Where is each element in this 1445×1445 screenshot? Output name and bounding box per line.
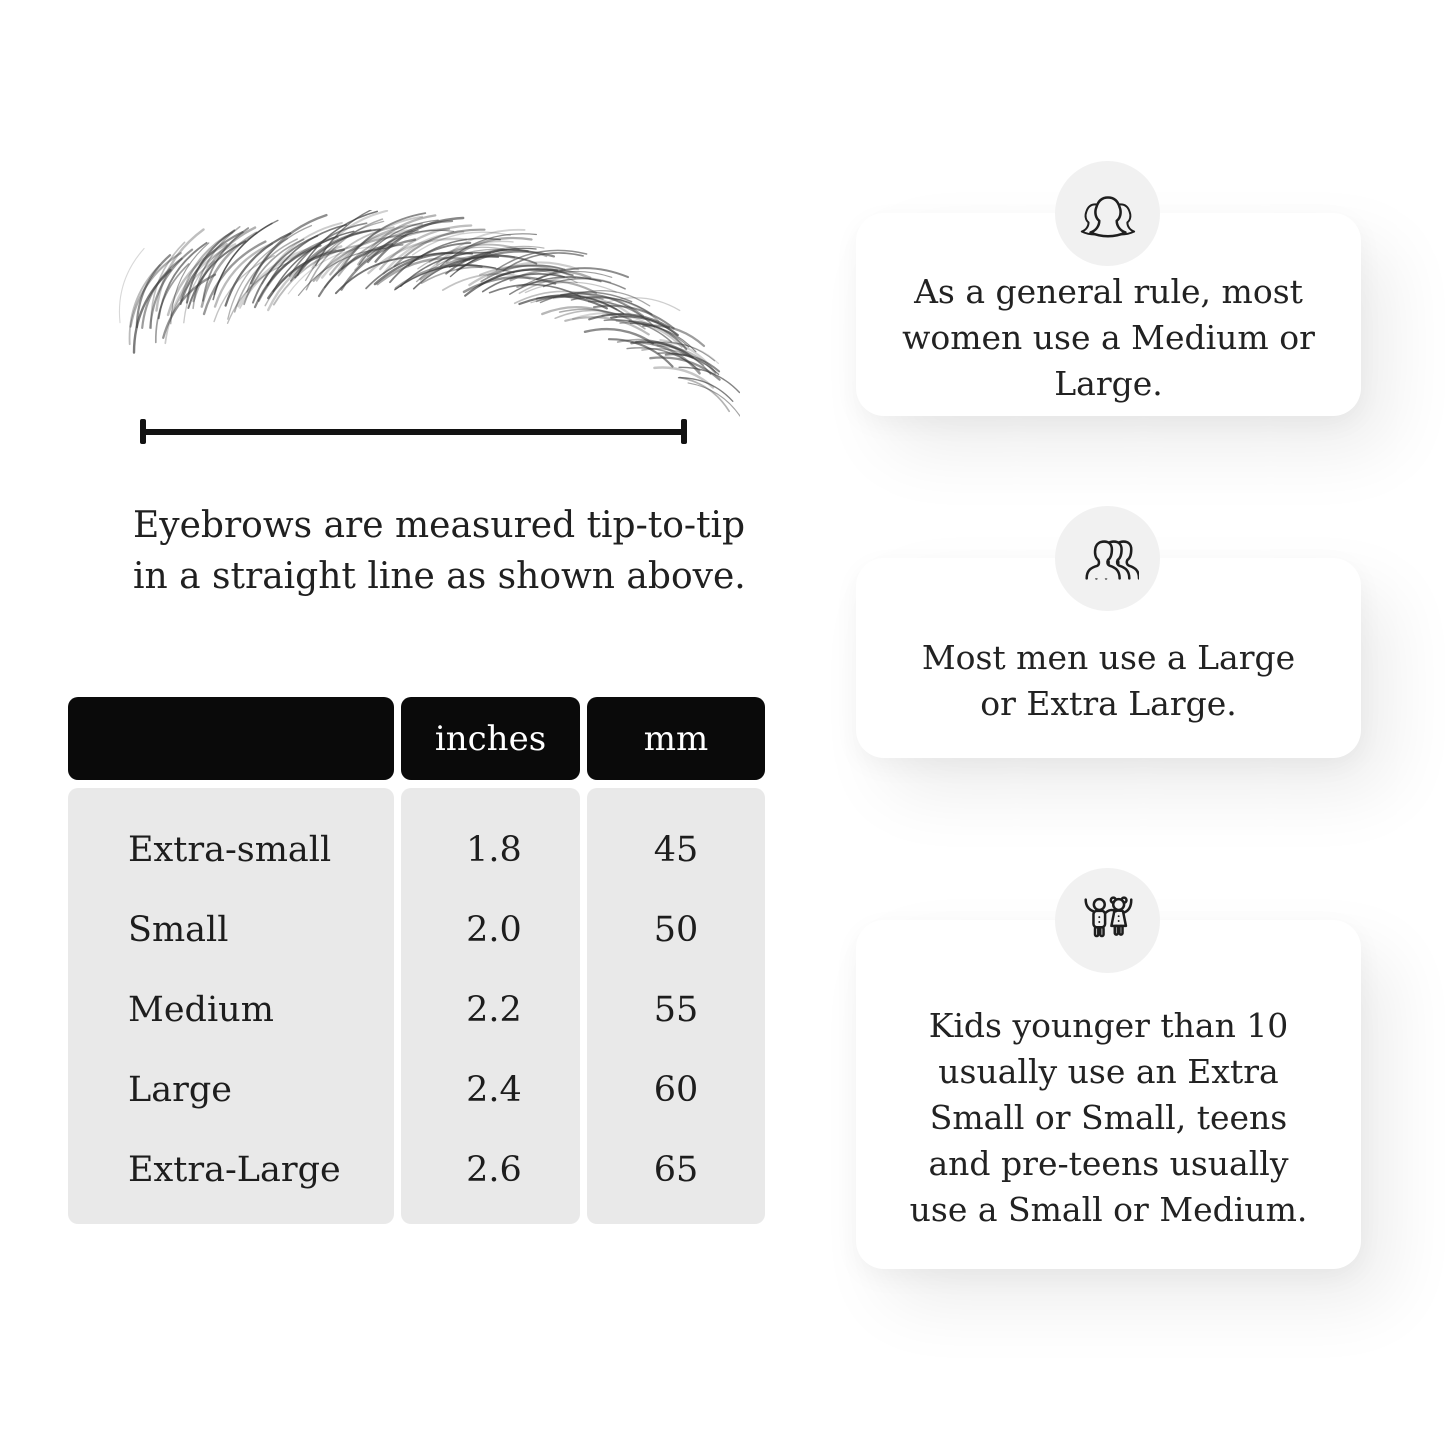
size-label: Large [128,1070,232,1110]
inches-value: 2.4 [466,1070,522,1110]
measurement-line-left-cap [140,419,146,444]
table-header-size [68,697,394,780]
size-label: Small [128,910,229,950]
size-label: Medium [128,990,274,1030]
card-text: Kids younger than 10 usually use an Extra Small or Small, teens and pre-teens usually use a Small or Medium. [909,1005,1308,1229]
size-table [68,788,765,1224]
table-row [68,970,765,1050]
inches-value: 1.8 [466,830,522,870]
inches-value: 2.6 [466,1150,522,1190]
kids-icon [1055,868,1160,973]
mm-value: 60 [653,1070,699,1110]
measurement-line [144,429,684,435]
table-header-mm: mm [587,697,765,780]
eyebrow-illustration [100,210,740,445]
card-text: As a general rule, most women use a Medium or Large. [902,271,1315,403]
mm-value: 65 [653,1150,699,1190]
table-row [68,1050,765,1130]
caption-line-2: in a straight line as shown above. [133,556,746,597]
men-group-icon [1055,506,1160,611]
card-text: Most men use a Large or Extra Large. [921,638,1296,723]
size-label: Extra-small [128,830,332,870]
women-group-icon [1055,161,1160,266]
table-row [68,890,765,970]
mm-value: 50 [653,910,699,950]
caption-line-1: Eyebrows are measured tip-to-tip [133,505,746,546]
mm-value: 55 [653,990,699,1030]
inches-value: 2.0 [466,910,522,950]
eyebrow-hairs-svg [100,210,740,445]
table-row [68,810,765,890]
table-header-inches: inches [401,697,580,780]
table-row [68,1130,765,1210]
measurement-line-right-cap [681,419,687,444]
mm-value: 45 [653,830,699,870]
size-label: Extra-Large [128,1150,341,1190]
measurement-caption [133,500,753,602]
inches-value: 2.2 [466,990,522,1030]
